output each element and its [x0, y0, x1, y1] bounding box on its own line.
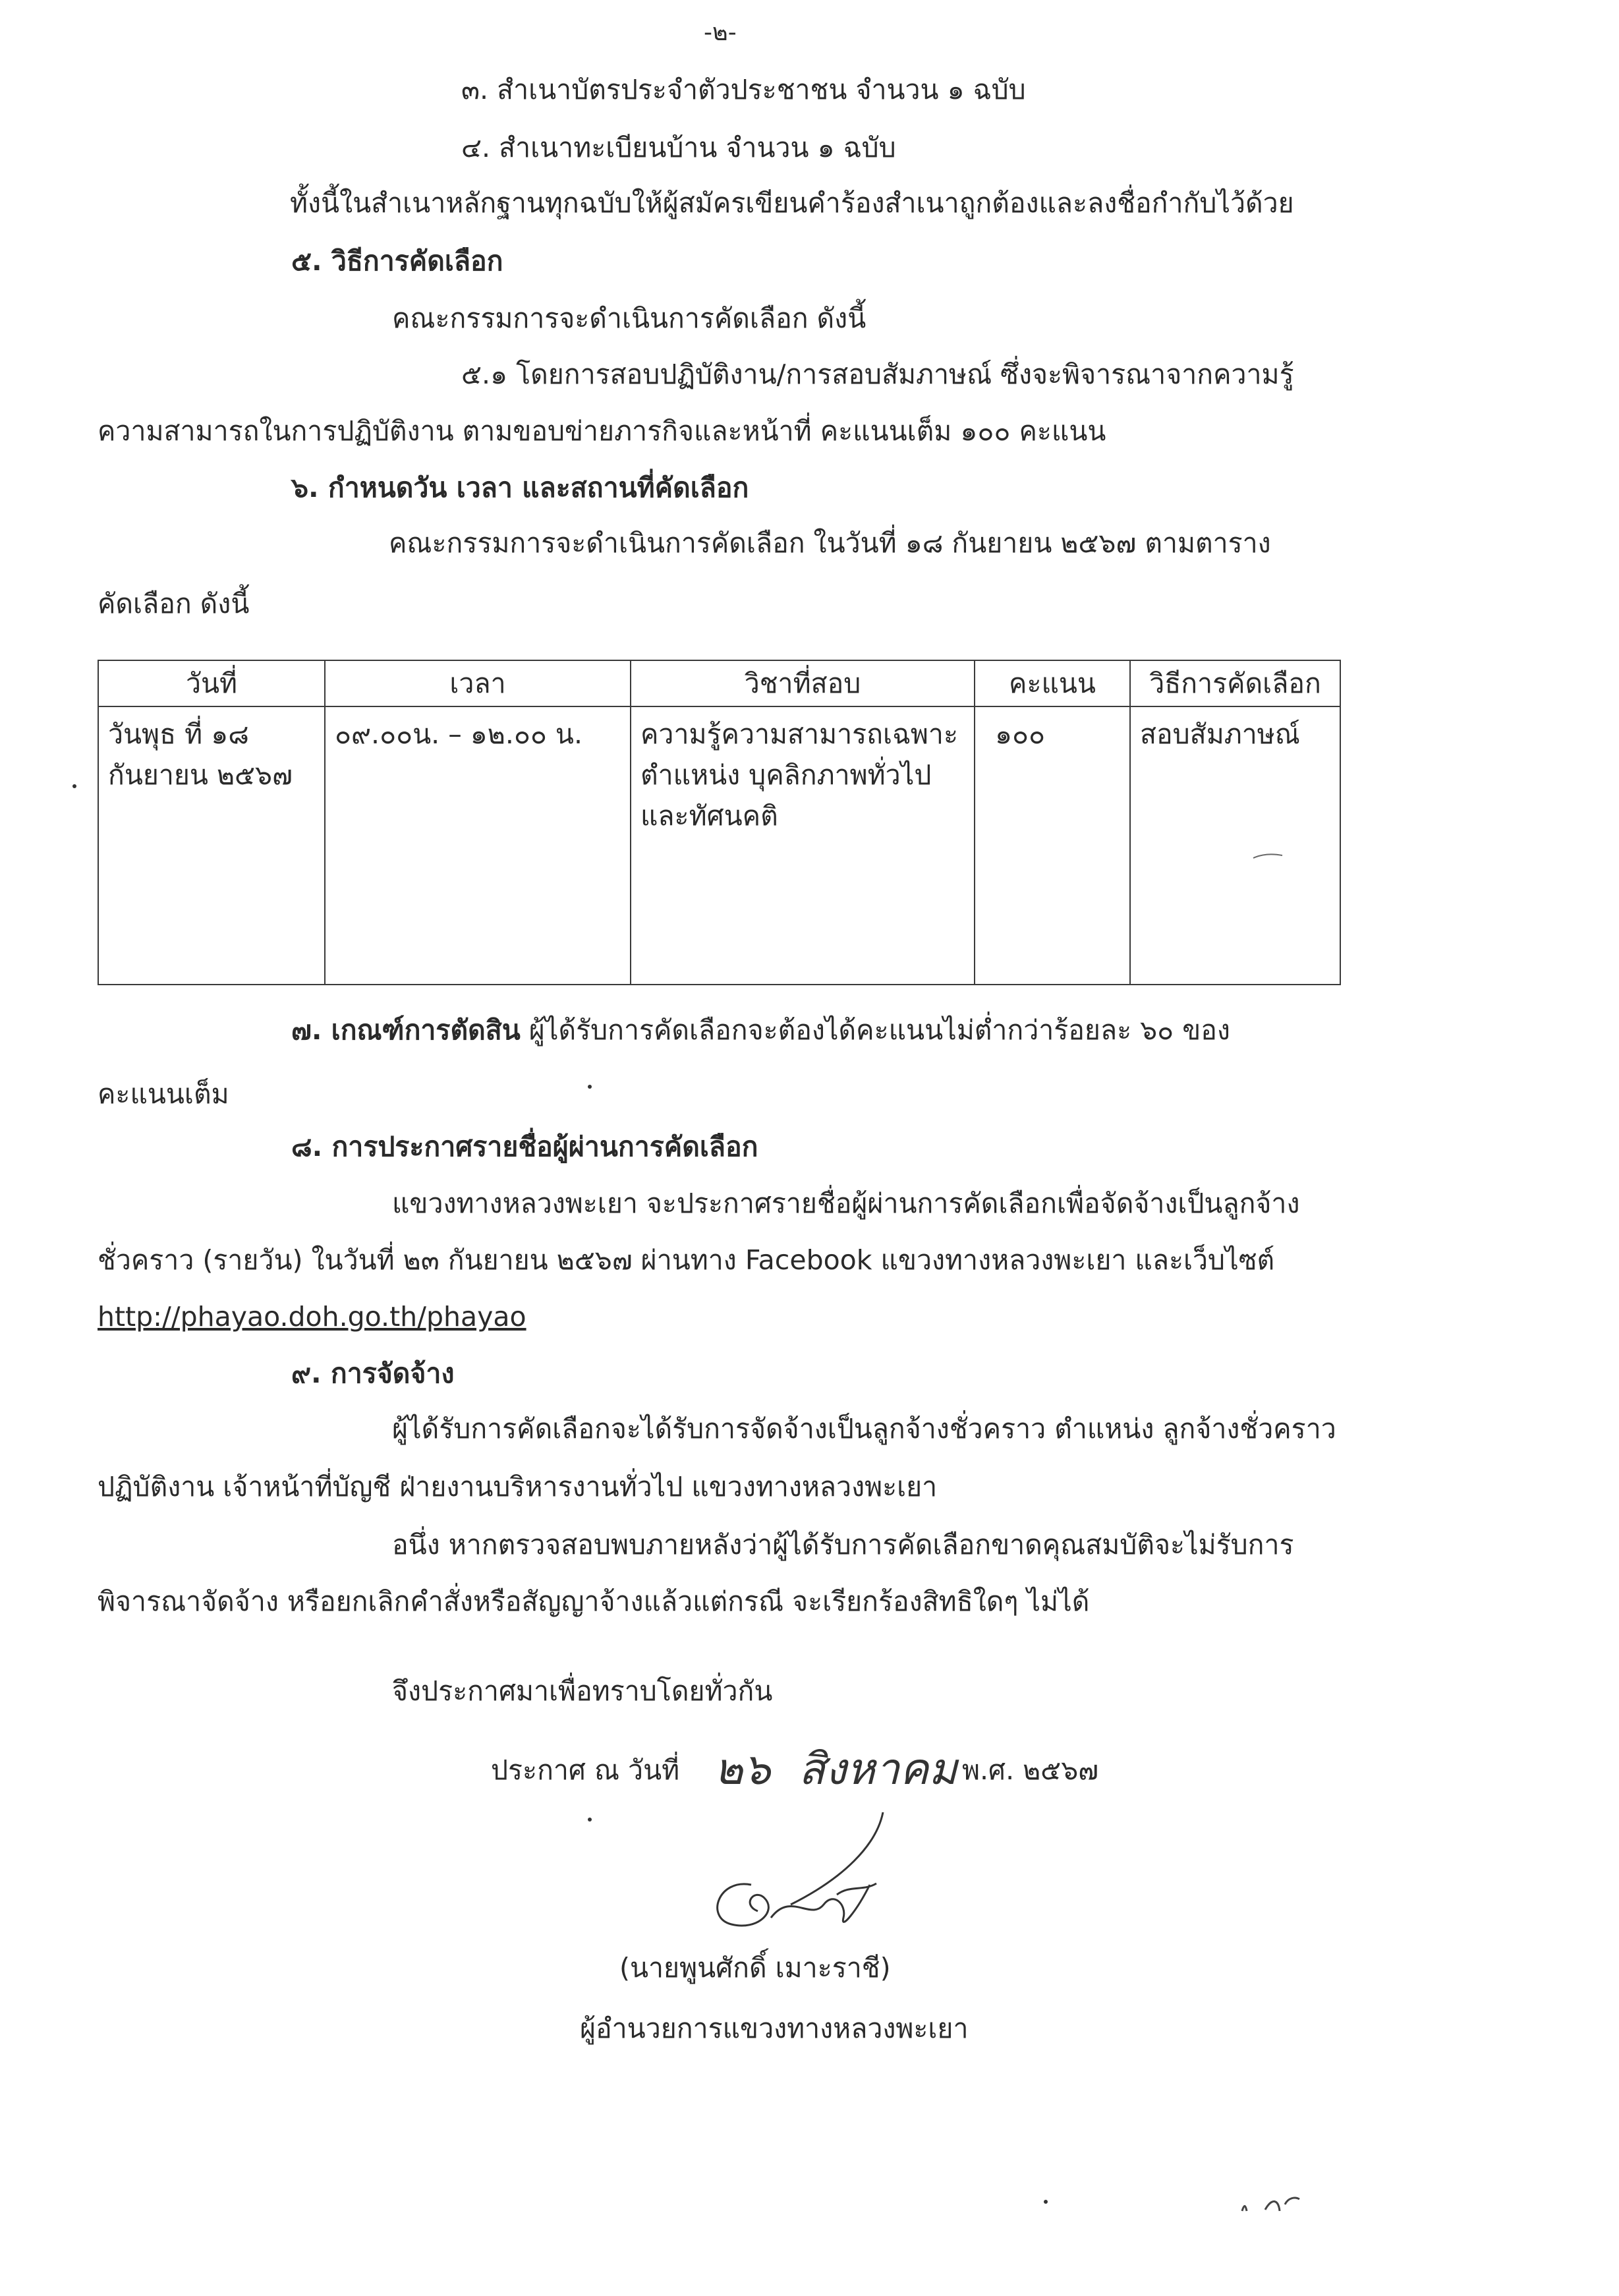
signer-title: ผู้อำนวยการแขวงทางหลวงพะเยา — [580, 2013, 969, 2044]
section8-line2: ชั่วคราว (รายวัน) ในวันที่ ๒๓ กันยายน ๒๕๖๗ ผ่านทาง Facebook แขวงทางหลวงพะเยา และเว็บไซต์ — [98, 1244, 1275, 1276]
section6-line2: คัดเลือก ดังนี้ — [98, 588, 250, 619]
section7-line1 — [291, 1012, 1230, 1048]
section5-item1-line2: ความสามารถในการปฏิบัติงาน ตามขอบข่ายภารกิจและหน้าที่ คะแนนเต็ม ๑๐๐ คะแนน — [98, 415, 1106, 447]
cell-date: วันพุธ ที่ ๑๘ กันยายน ๒๕๖๗ — [98, 706, 325, 985]
table-header-date: วันที่ — [98, 660, 325, 706]
section6-heading: ๖. กำหนดวัน เวลา และสถานที่คัดเลือก — [291, 472, 749, 503]
section9-line3: อนึ่ง หากตรวจสอบพบภายหลังว่าผู้ได้รับการคัดเลือกขาดคุณสมบัติจะไม่รับการ — [392, 1529, 1294, 1561]
announce-date-year: พ.ศ. ๒๕๖๗ — [962, 1754, 1099, 1786]
scan-speck — [1044, 2200, 1048, 2204]
section5-intro: คณะกรรมการจะดำเนินการคัดเลือก ดังนี้ — [392, 302, 866, 334]
section8-heading: ๘. การประกาศรายชื่อผู้ผ่านการคัดเลือก — [291, 1131, 758, 1162]
cell-subject: ความรู้ความสามารถเฉพาะ ตำแหน่ง บุคลิกภาพทั่วไป และทัศนคติ — [631, 706, 975, 985]
section5-heading: ๕. วิธีการคัดเลือก — [291, 245, 503, 277]
pencil-mark — [1252, 850, 1285, 863]
table-header-subject: วิชาที่สอบ — [631, 660, 975, 706]
page-number: -๒- — [704, 19, 737, 46]
cell-time: ๐๙.๐๐น. – ๑๒.๐๐ น. — [325, 706, 631, 985]
scan-speck — [588, 1818, 592, 1822]
section9-line4: พิจารณาจัดจ้าง หรือยกเลิกคำสั่งหรือสัญญาจ้างแล้วแต่กรณี จะเรียกร้องสิทธิใดๆ ไม่ได้ — [98, 1586, 1090, 1617]
corner-mark — [1239, 2191, 1305, 2218]
table-header-row — [98, 660, 1340, 706]
scan-speck — [72, 784, 76, 788]
signer-name: (นายพูนศักดิ์ เมาะราชี) — [619, 1952, 891, 1984]
announce-date-prefix: ประกาศ ณ วันที่ — [491, 1754, 680, 1786]
cell-method: สอบสัมภาษณ์ — [1130, 706, 1340, 985]
section7-text: ผู้ได้รับการคัดเลือกจะต้องได้คะแนนไม่ต่ำกว่าร้อยละ ๖๐ ของ — [520, 1014, 1230, 1046]
section9-line1: ผู้ได้รับการคัดเลือกจะได้รับการจัดจ้างเป็นลูกจ้างชั่วคราว ตำแหน่ง ลูกจ้างชั่วคราว — [392, 1413, 1336, 1445]
table-header-method: วิธีการคัดเลือก — [1130, 660, 1340, 706]
table-header-score: คะแนน — [975, 660, 1130, 706]
certify-note: ทั้งนี้ในสำเนาหลักฐานทุกฉบับให้ผู้สมัครเขียนคำร้องสำเนาถูกต้องและลงชื่อกำกับไว้ด้วย — [290, 187, 1294, 219]
closing-announcement: จึงประกาศมาเพื่อทราบโดยทั่วกัน — [392, 1675, 773, 1707]
table-header-time: เวลา — [325, 660, 631, 706]
signature-image — [679, 1806, 955, 1951]
handwritten-day: ๒๖ — [714, 1744, 771, 1794]
selection-schedule-table — [98, 660, 1341, 985]
phayao-website-link[interactable]: http://phayao.doh.go.th/phayao — [98, 1301, 526, 1333]
section9-heading: ๙. การจัดจ้าง — [291, 1358, 455, 1389]
section5-item1-line1: ๕.๑ โดยการสอบปฏิบัติงาน/การสอบสัมภาษณ์ ซึ่งจะพิจารณาจากความรู้ — [461, 359, 1294, 390]
section6-line1: คณะกรรมการจะดำเนินการคัดเลือก ในวันที่ ๑๘ กันยายน ๒๕๖๗ ตามตาราง — [389, 527, 1271, 559]
handwritten-month: สิงหาคม — [799, 1744, 957, 1794]
section7-line2: คะแนนเต็ม — [98, 1078, 229, 1110]
section7-heading: ๗. เกณฑ์การตัดสิน — [291, 1014, 521, 1046]
section8-line1: แขวงทางหลวงพะเยา จะประกาศรายชื่อผู้ผ่านการคัดเลือกเพื่อจัดจ้างเป็นลูกจ้าง — [392, 1188, 1300, 1219]
section9-line2: ปฏิบัติงาน เจ้าหน้าที่บัญชี ฝ่ายงานบริหารงานทั่วไป แขวงทางหลวงพะเยา — [98, 1471, 938, 1503]
cell-score: ๑๐๐ — [975, 706, 1130, 985]
required-doc-item-4: ๔. สำเนาทะเบียนบ้าน จำนวน ๑ ฉบับ — [461, 132, 896, 163]
table-row — [98, 706, 1340, 985]
required-doc-item-3: ๓. สำเนาบัตรประจำตัวประชาชน จำนวน ๑ ฉบับ — [461, 74, 1026, 105]
scan-speck — [588, 1085, 592, 1089]
